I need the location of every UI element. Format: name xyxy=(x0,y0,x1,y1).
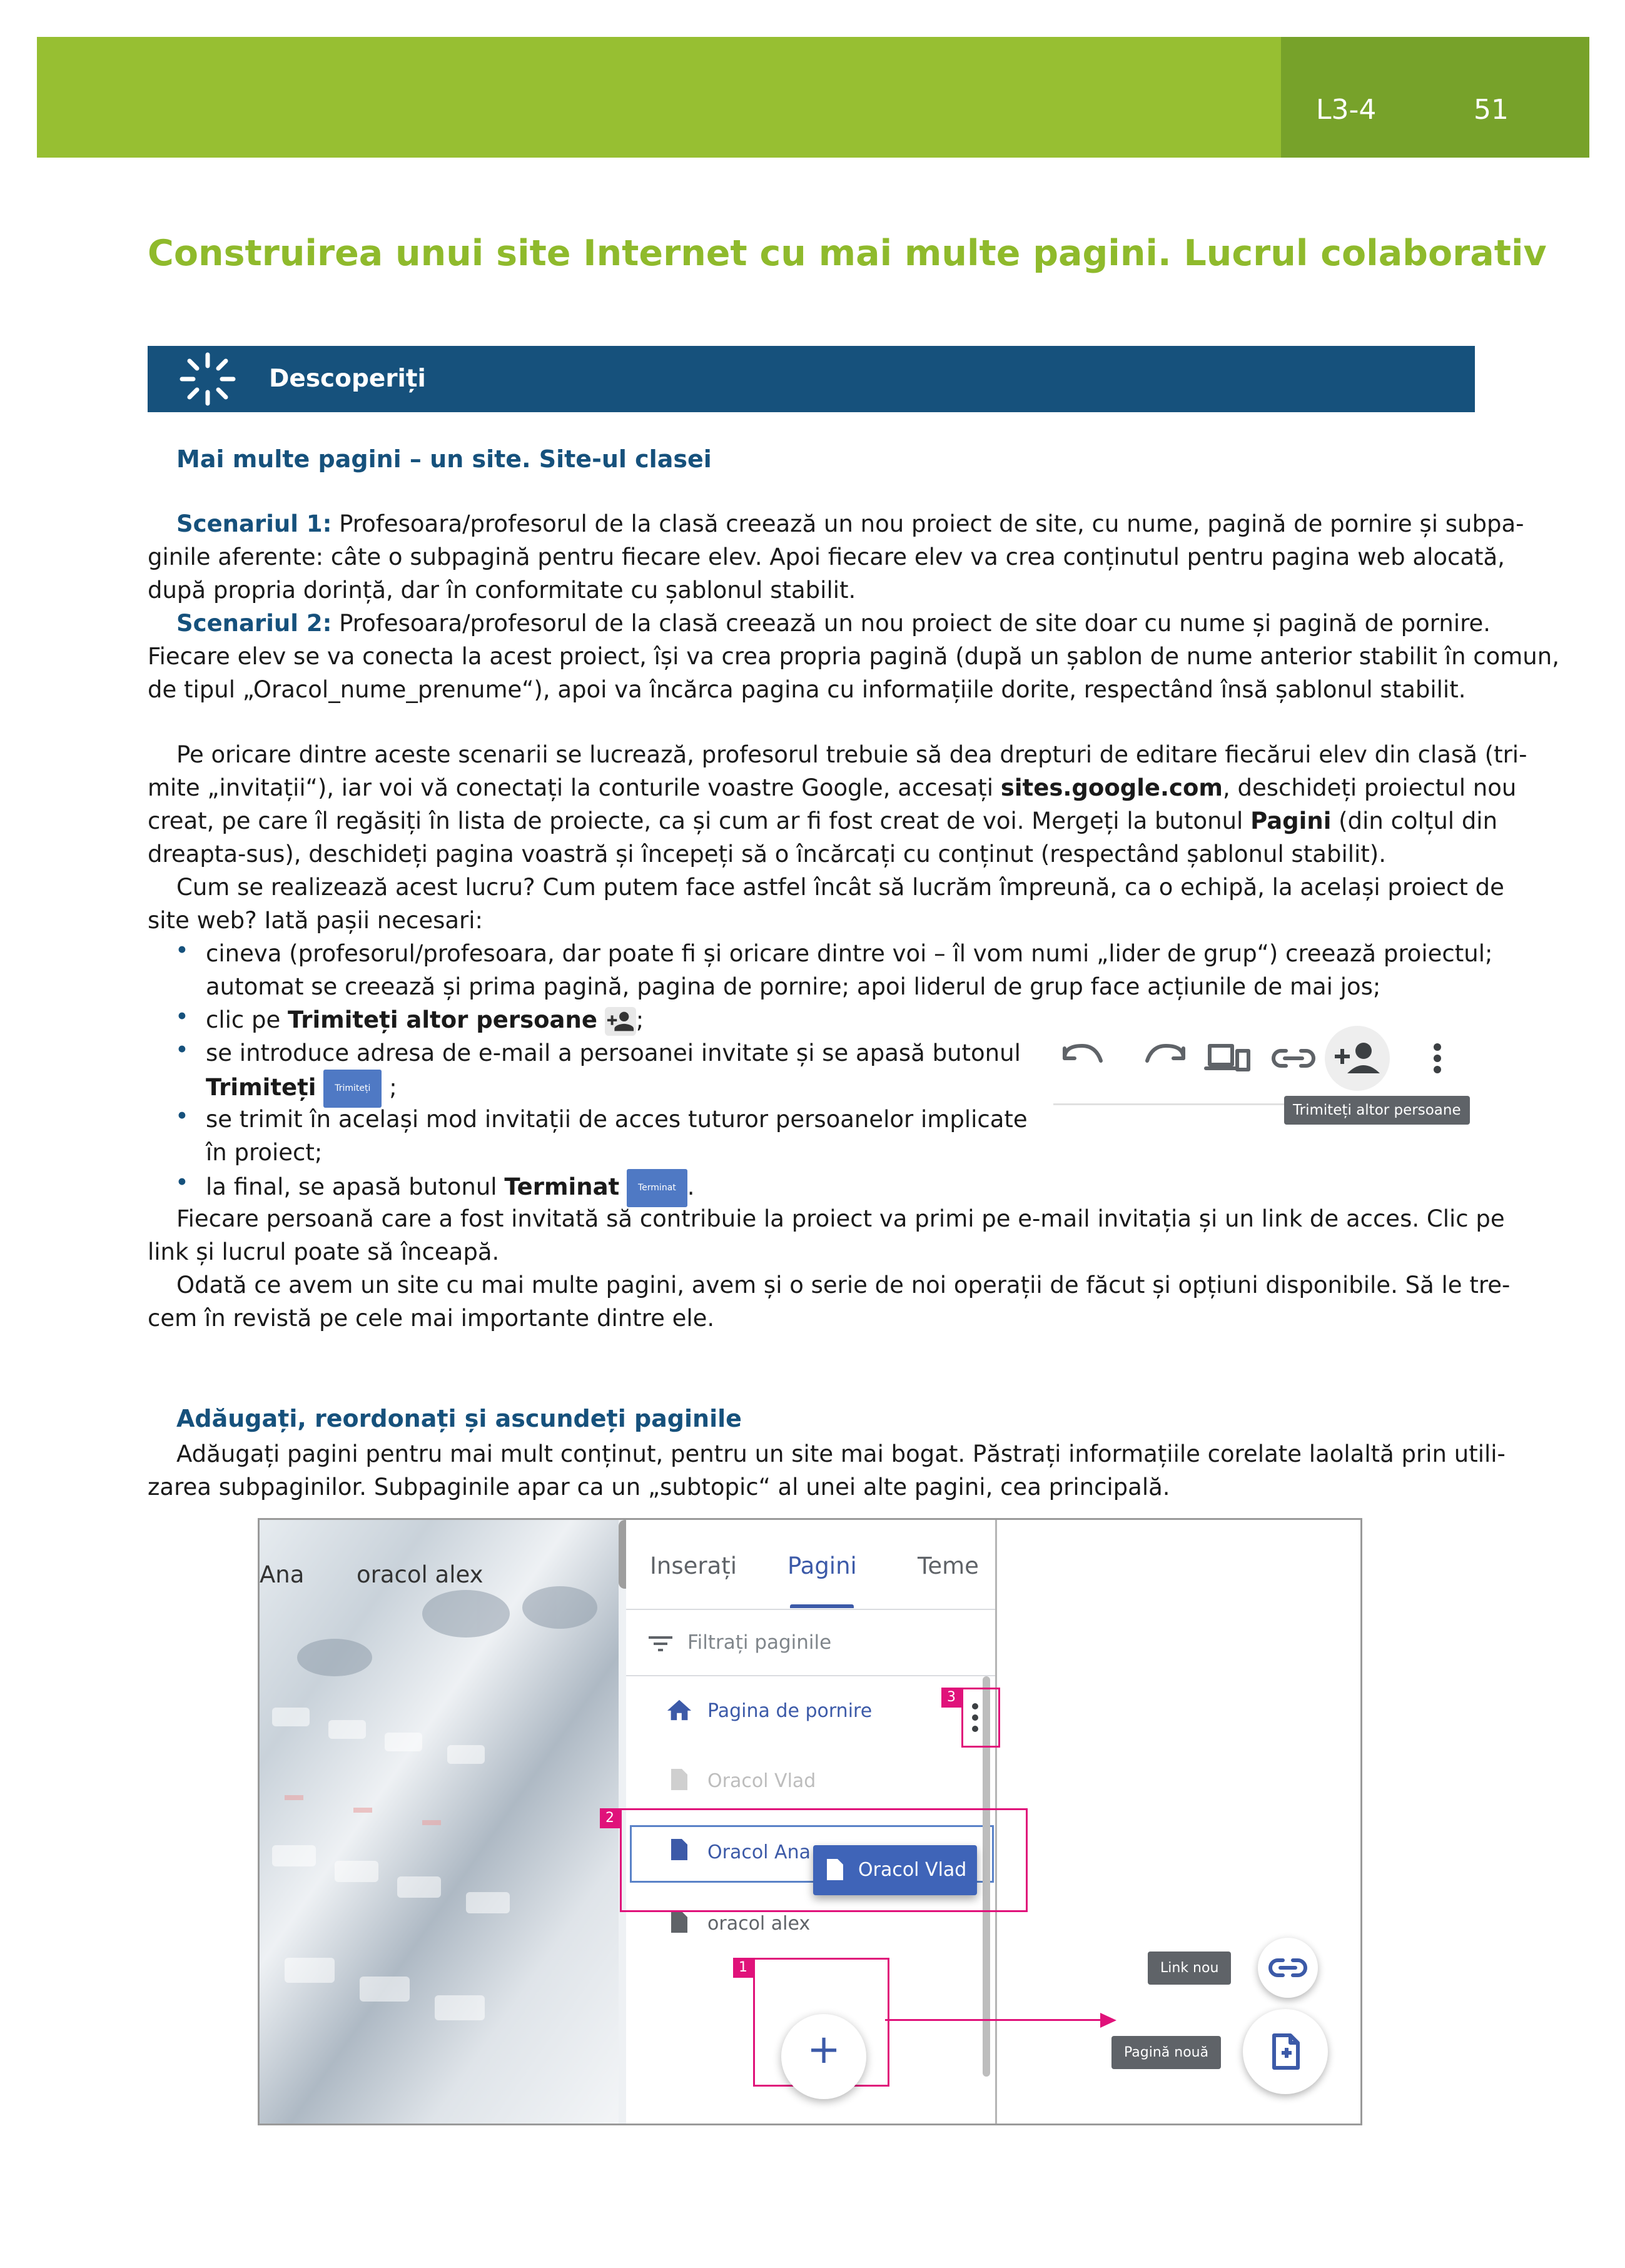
site-label-ana: Ana xyxy=(260,1561,305,1588)
lesson-code: L3-4 xyxy=(1316,94,1377,126)
bullet3-line2 xyxy=(206,1070,397,1108)
site-preview-image xyxy=(260,1520,619,2124)
para1-text: mite „invitații“), iar voi vă conectați la conturile voastre Google, accesați xyxy=(148,774,1001,801)
bullet-dot: • xyxy=(175,937,189,964)
bullet4-line1: se trimit în același mod invitații de acces tuturor persoanelor implicate xyxy=(206,1106,1028,1133)
subsection2-line1: Adăugați pagini pentru mai mult conținut, pentru un site mai bogat. Păstrați informațiile corelate laolaltă prin utili- xyxy=(176,1440,1506,1467)
page-number: 51 xyxy=(1474,94,1509,126)
section-banner-label: Descoperiți xyxy=(269,365,426,393)
add-page-button[interactable] xyxy=(781,2014,866,2099)
bullet3-line1: se introduce adresa de e-mail a persoanei invitate și se apasă butonul xyxy=(206,1040,1021,1066)
marker-3: 3 xyxy=(941,1688,961,1708)
scenario2-label: Scenariul 2: xyxy=(176,610,332,637)
dragged-page-label: Oracol Vlad xyxy=(858,1859,967,1881)
site-label-alex: oracol alex xyxy=(357,1561,483,1588)
arrow-head xyxy=(1100,2013,1116,2028)
undo-icon[interactable] xyxy=(1057,1038,1101,1082)
scenario2-line2: Fiecare elev se va conecta la acest proiect, își va crea propria pagină (după un șablon de nume anterior stabilit în comun, xyxy=(148,643,1559,670)
scenario1-line3: după propria dorință, dar în conformitate cu șablonul stabilit. xyxy=(148,577,856,604)
bullet1-line2: automat se creează și prima pagină, pagina de pornire; apoi liderul de grup face acțiunile de mai jos; xyxy=(206,973,1381,1000)
bullet-dot: • xyxy=(175,1003,189,1030)
marker-2: 2 xyxy=(600,1808,620,1828)
send-button[interactable]: Trimiteți xyxy=(323,1070,382,1108)
para1-line3 xyxy=(148,804,1497,838)
page-item-alex[interactable]: oracol alex xyxy=(707,1913,811,1935)
bullet5 xyxy=(206,1169,695,1207)
bullet3-end: ; xyxy=(389,1074,397,1101)
editor-toolbar xyxy=(1053,1013,1469,1107)
bullet2-text: clic pe xyxy=(206,1006,288,1033)
filter-icon[interactable] xyxy=(645,1631,676,1656)
tab-insert[interactable]: Inserați xyxy=(650,1552,737,1579)
link-icon[interactable] xyxy=(1276,1038,1326,1082)
panel-divider xyxy=(626,1609,995,1610)
bullet2 xyxy=(206,1003,644,1036)
plus-icon: + xyxy=(807,2027,841,2073)
done-button[interactable]: Terminat xyxy=(627,1169,687,1207)
page-icon xyxy=(827,1859,843,1880)
page-item-vlad-ghost[interactable]: Oracol Vlad xyxy=(707,1770,816,1792)
para3-line2: link și lucrul poate să înceapă. xyxy=(148,1238,500,1265)
scenario1-text: Profesoara/profesorul de la clasă creează un nou proiect de site, cu nume, pagină de pornire și subpa- xyxy=(339,510,1524,537)
list-divider xyxy=(626,1675,995,1676)
new-link-button[interactable] xyxy=(1258,1938,1318,1998)
page-item-home[interactable]: Pagina de pornire xyxy=(707,1700,873,1722)
devices-icon[interactable] xyxy=(1201,1038,1251,1082)
sparkle-icon xyxy=(148,346,243,412)
callout-arrow xyxy=(885,2019,1104,2021)
bullet-dot: • xyxy=(175,1103,189,1130)
more-vert-icon[interactable] xyxy=(1420,1038,1457,1082)
sites-editor-screenshot xyxy=(258,1518,1362,2125)
marker-1: 1 xyxy=(733,1958,753,1978)
para2-line2: site web? Iată pașii necesari: xyxy=(148,907,483,934)
bullet4-line2: în proiect; xyxy=(206,1139,323,1166)
para1-text: (din colțul din xyxy=(1331,807,1498,834)
para1-line1: Pe oricare dintre aceste scenarii se lucrează, profesorul trebuie să dea drepturi de editare fiecărui elev din clasă (tri- xyxy=(176,741,1527,768)
scenario2-line1 xyxy=(176,607,1491,640)
subsection2-line2: zarea subpaginilor. Subpaginile apar ca un „subtopic“ al unei alte pagini, cea principală. xyxy=(148,1474,1170,1501)
filter-input[interactable]: Filtrați paginile xyxy=(687,1631,832,1654)
subsection-heading: Mai multe pagini – un site. Site-ul clasei xyxy=(176,445,712,473)
marker-3-box xyxy=(961,1688,1000,1748)
active-tab-indicator xyxy=(790,1604,854,1608)
tab-themes[interactable]: Teme xyxy=(918,1552,979,1579)
scenario1-line2: ginile aferente: câte o subpagină pentru fiecare elev. Apoi fiecare elev va crea conținutul pentru pagina web alocată, xyxy=(148,544,1505,570)
scenario2-line3: de tipul „Oracol_nume_prenume“), apoi va încărca pagina cu informațiile dorite, respectând însă șablonul stabilit. xyxy=(148,676,1466,703)
person-add-icon xyxy=(605,1007,636,1036)
share-tooltip: Trimiteți altor persoane xyxy=(1284,1096,1470,1125)
scenario2-text: Profesoara/profesorul de la clasă creează un nou proiect de site doar cu nume și pagină de pornire. xyxy=(339,610,1491,637)
para1-line2 xyxy=(148,771,1516,804)
pagini-text: Pagini xyxy=(1250,807,1332,834)
bullet5-text: la final, se apasă butonul xyxy=(206,1173,505,1200)
para4-line1: Odată ce avem un site cu mai multe pagini, avem și o serie de noi operații de făcut și opțiuni disponibile. Să le tre- xyxy=(176,1272,1511,1299)
tab-pages[interactable]: Pagini xyxy=(787,1552,857,1579)
bullet-dot: • xyxy=(175,1169,189,1196)
para1-text: , deschideți proiectul nou xyxy=(1222,774,1517,801)
page-title: Construirea unui site Internet cu mai multe pagini. Lucrul colaborativ xyxy=(148,233,1547,274)
person-add-icon[interactable] xyxy=(1326,1026,1391,1091)
para4-line2: cem în revistă pe cele mai importante dintre ele. xyxy=(148,1305,715,1332)
bullet5-end: . xyxy=(687,1173,695,1200)
send-label: Trimiteți xyxy=(206,1074,316,1101)
para1-line4: dreapta-sus), deschideți pagina voastră și începeți să o încărcați cu conținut (respectând șablonul stabilit). xyxy=(148,841,1386,868)
new-page-tooltip: Pagină nouă xyxy=(1111,2036,1221,2069)
para2-line1: Cum se realizează acest lucru? Cum putem face astfel încât să lucrăm împreună, ca o echipă, la același proiect de xyxy=(176,874,1504,901)
page-icon xyxy=(671,1911,687,1933)
scenario1-line1 xyxy=(176,507,1524,540)
new-link-tooltip: Link nou xyxy=(1148,1952,1231,1985)
page-item-ana[interactable]: Oracol Ana xyxy=(707,1841,811,1863)
sites-link-text: sites.google.com xyxy=(1000,774,1223,801)
subsection2-heading: Adăugați, reordonați și ascundeți paginile xyxy=(176,1405,742,1432)
share-label: Trimiteți altor persoane xyxy=(288,1006,597,1033)
redo-icon[interactable] xyxy=(1138,1038,1182,1082)
para1-text: creat, pe care îl regăsiți în lista de proiecte, ca și cum ar fi fost creat de voi. Mergeți la butonul xyxy=(148,807,1251,834)
new-page-button[interactable] xyxy=(1243,2009,1328,2094)
bullet-dot: • xyxy=(175,1036,189,1063)
home-icon xyxy=(665,1696,694,1723)
scenario1-label: Scenariul 1: xyxy=(176,510,332,537)
bullet1-line1: cineva (profesorul/profesoara, dar poate fi și oricare dintre voi – îl vom numi „lider de grup“) creează proiectul; xyxy=(206,940,1493,967)
bullet2-end: ; xyxy=(635,1006,644,1033)
page-icon xyxy=(671,1769,687,1790)
dragged-page-chip[interactable] xyxy=(813,1845,977,1895)
para3-line1: Fiecare persoană care a fost invitată să contribuie la proiect va primi pe e-mail invitația și un link de acces. Clic pe xyxy=(176,1205,1505,1232)
done-label: Terminat xyxy=(504,1173,620,1200)
